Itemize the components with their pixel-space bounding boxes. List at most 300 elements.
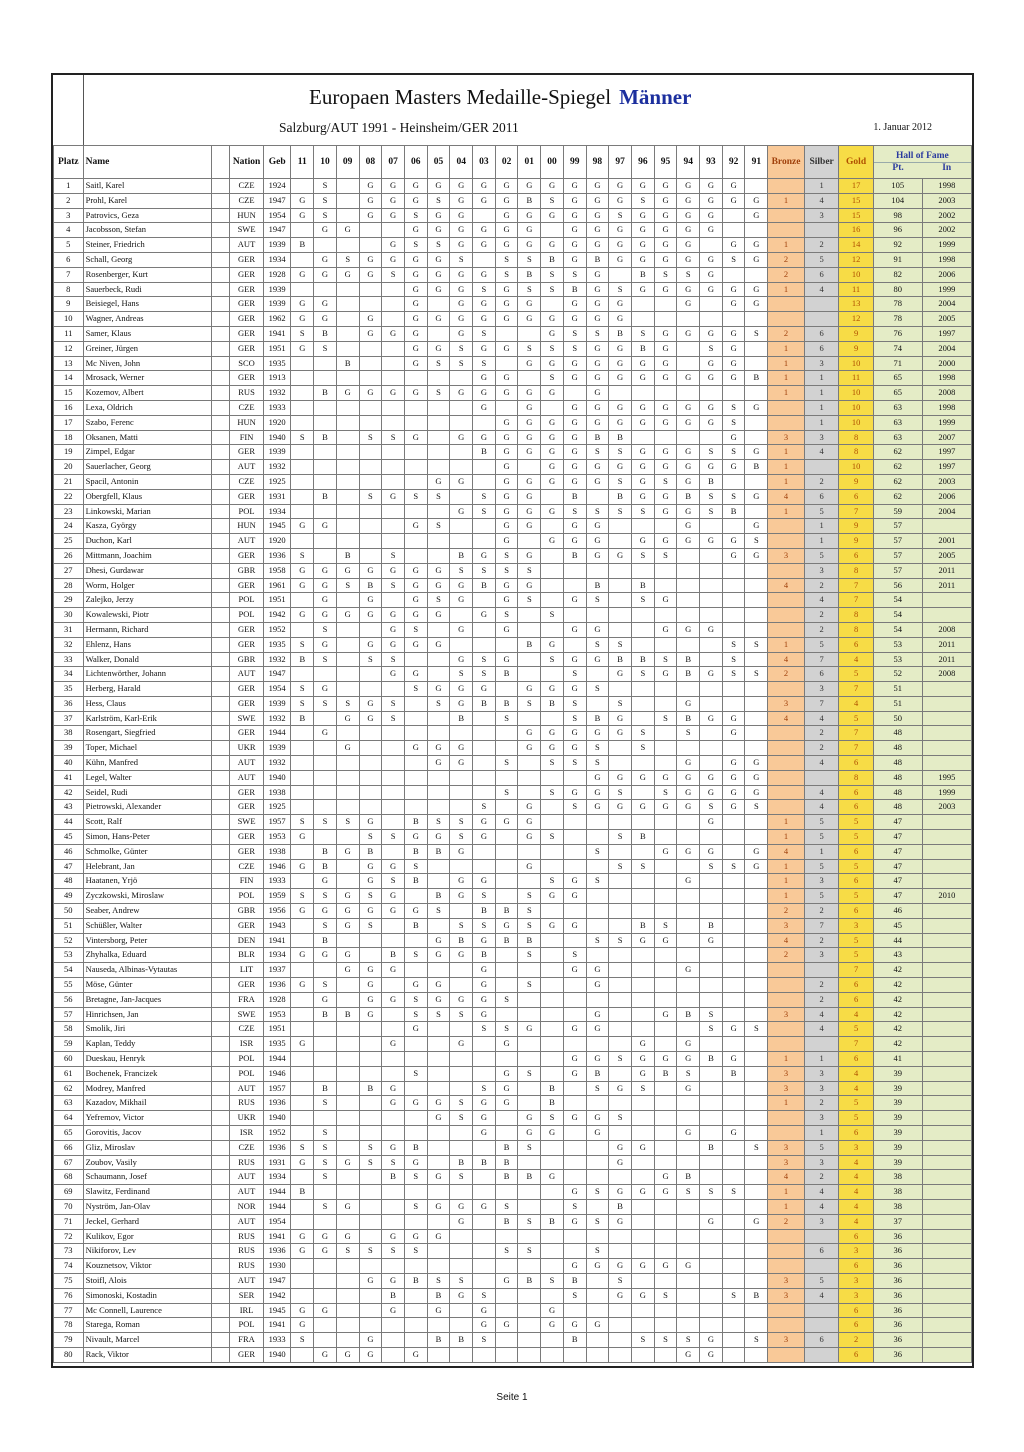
cell-geb: 1933 [263,874,291,889]
cell-medal [609,874,632,889]
cell-gold: 6 [839,844,873,859]
cell-medal [654,1199,677,1214]
cell-medal [745,948,768,963]
cell-medal: S [541,874,564,889]
cell-medal: G [359,874,382,889]
cell-medal [427,1318,450,1333]
cell-medal: S [495,1022,518,1037]
cell-medal: G [586,785,609,800]
cell-medal [450,534,473,549]
cell-medal [745,978,768,993]
cell-hof-points: 53 [873,637,922,652]
cell-medal [654,1303,677,1318]
cell-medal [359,548,382,563]
cell-medal [427,1022,450,1037]
cell-medal: G [427,578,450,593]
cell-medal: G [631,770,654,785]
cell-gold: 7 [839,726,873,741]
cell-hof-year [922,1022,971,1037]
cell-geb: 1939 [263,696,291,711]
cell-medal: S [745,800,768,815]
cell-name: Kühn, Manfred [83,756,211,771]
cell-silber: 4 [804,282,839,297]
cell-bronze: 1 [768,504,805,519]
cell-bronze: 3 [768,1333,805,1348]
cell-hof-year: 2008 [922,667,971,682]
cell-medal [473,756,496,771]
cell-spacer [212,1244,230,1259]
cell-medal: G [427,682,450,697]
cell-medal [563,978,586,993]
cell-medal: G [654,622,677,637]
cell-medal [700,608,723,623]
cell-medal: G [427,1170,450,1185]
cell-hof-year: 1999 [922,238,971,253]
cell-medal: G [654,1052,677,1067]
col-header-year: 03 [473,146,496,179]
cell-platz: 34 [54,667,84,682]
cell-medal: G [677,874,700,889]
cell-medal [427,711,450,726]
title-accent: Männer [619,85,692,109]
cell-medal: G [541,1170,564,1185]
cell-medal [700,1288,723,1303]
cell-medal [631,312,654,327]
cell-medal: S [563,667,586,682]
cell-hof-year [922,519,971,534]
cell-medal [541,1022,564,1037]
cell-medal [404,1303,427,1318]
cell-medal [291,474,314,489]
cell-gold: 6 [839,1229,873,1244]
cell-medal: G [427,1199,450,1214]
cell-medal: S [291,682,314,697]
cell-medal: G [586,1126,609,1141]
cell-medal [359,1199,382,1214]
cell-medal: G [495,208,518,223]
cell-name: Walker, Donald [83,652,211,667]
cell-medal [586,1229,609,1244]
cell-medal [586,696,609,711]
cell-silber: 3 [804,563,839,578]
cell-medal [563,1155,586,1170]
cell-medal [336,430,359,445]
cell-medal: G [518,445,541,460]
table-row [54,1347,972,1362]
cell-medal: G [609,667,632,682]
cell-hof-year: 2003 [922,800,971,815]
cell-bronze [768,992,805,1007]
cell-medal: S [404,948,427,963]
cell-medal [700,948,723,963]
cell-medal: G [518,223,541,238]
cell-name: Schaumann, Josef [83,1170,211,1185]
cell-medal: S [586,1244,609,1259]
table-row [54,1288,972,1303]
cell-medal [609,534,632,549]
cell-medal [654,756,677,771]
cell-medal [609,978,632,993]
cell-medal [314,371,337,386]
cell-silber: 3 [804,682,839,697]
cell-medal: G [722,756,745,771]
cell-silber: 2 [804,608,839,623]
cell-medal: S [314,193,337,208]
cell-name: Möse, Günter [83,978,211,993]
cell-medal [450,785,473,800]
cell-medal: G [677,770,700,785]
cell-name: Mc Connell, Laurence [83,1303,211,1318]
cell-medal [427,785,450,800]
cell-bronze [768,1022,805,1037]
cell-medal [359,800,382,815]
cell-nation: CZE [230,1140,264,1155]
cell-medal: G [427,933,450,948]
cell-medal: G [314,682,337,697]
table-row [54,682,972,697]
cell-medal: G [700,622,723,637]
cell-geb: 1924 [263,179,291,194]
cell-medal [700,637,723,652]
cell-medal [336,1111,359,1126]
cell-medal [722,1273,745,1288]
table-row [54,1303,972,1318]
cell-medal: B [745,1288,768,1303]
cell-silber: 3 [804,208,839,223]
cell-medal: B [473,445,496,460]
cell-medal: G [609,193,632,208]
cell-gold: 6 [839,756,873,771]
cell-medal: S [336,578,359,593]
cell-medal [609,948,632,963]
cell-medal [563,608,586,623]
cell-nation: CZE [230,400,264,415]
cell-hof-year [922,682,971,697]
cell-medal [336,1081,359,1096]
cell-gold: 4 [839,1199,873,1214]
cell-medal: G [700,193,723,208]
table-row [54,726,972,741]
cell-bronze [768,1318,805,1333]
cell-medal: G [382,193,405,208]
cell-medal: B [382,1170,405,1185]
cell-medal [291,593,314,608]
table-row [54,1140,972,1155]
cell-medal: G [722,430,745,445]
cell-medal: G [518,800,541,815]
cell-medal [382,918,405,933]
cell-hof-points: 42 [873,978,922,993]
cell-hof-points: 44 [873,933,922,948]
cell-geb: 1939 [263,238,291,253]
cell-medal [654,1140,677,1155]
page-footer: Seite 1 [496,1392,528,1403]
cell-silber: 5 [804,1140,839,1155]
cell-medal: S [609,1273,632,1288]
cell-medal: G [450,193,473,208]
cell-geb: 1935 [263,1037,291,1052]
cell-medal [609,1126,632,1141]
cell-medal: G [404,1155,427,1170]
cell-medal: S [382,267,405,282]
cell-medal: G [586,726,609,741]
cell-medal [745,1273,768,1288]
cell-medal [495,1007,518,1022]
cell-medal: B [450,548,473,563]
cell-medal [541,489,564,504]
cell-geb: 1946 [263,859,291,874]
cell-bronze: 1 [768,341,805,356]
cell-medal [291,1199,314,1214]
cell-medal: G [450,312,473,327]
cell-medal [745,726,768,741]
cell-medal [450,460,473,475]
cell-medal: G [563,682,586,697]
cell-medal: G [314,519,337,534]
cell-medal [631,1111,654,1126]
cell-nation: GER [230,1347,264,1362]
cell-silber: 6 [804,1333,839,1348]
cell-medal: S [404,682,427,697]
cell-medal: G [586,1111,609,1126]
cell-silber: 3 [804,874,839,889]
cell-geb: 1944 [263,1199,291,1214]
cell-nation: GER [230,341,264,356]
cell-medal [541,1037,564,1052]
cell-silber: 2 [804,238,839,253]
cell-nation: CZE [230,193,264,208]
cell-medal [518,1185,541,1200]
cell-name: Schall, Georg [83,252,211,267]
cell-platz: 77 [54,1303,84,1318]
cell-name: Beisiegel, Hans [83,297,211,312]
cell-silber: 3 [804,1214,839,1229]
cell-hof-year: 2011 [922,652,971,667]
cell-medal [700,1259,723,1274]
cell-bronze [768,1259,805,1274]
cell-silber: 7 [804,918,839,933]
cell-medal [745,430,768,445]
cell-geb: 1951 [263,341,291,356]
cell-medal [291,741,314,756]
cell-medal: G [654,770,677,785]
cell-medal: B [495,696,518,711]
cell-medal: G [314,874,337,889]
cell-medal: S [677,726,700,741]
col-header-year: 99 [563,146,586,179]
cell-medal: G [495,193,518,208]
cell-name: Haatanen, Yrjö [83,874,211,889]
cell-medal [382,1052,405,1067]
cell-medal [427,371,450,386]
cell-medal: G [700,179,723,194]
cell-hof-year: 1999 [922,415,971,430]
title-main: Europaen Masters Medaille-Spiegel [309,85,612,109]
col-header-year: 09 [336,146,359,179]
cell-medal [654,1273,677,1288]
cell-medal [677,356,700,371]
cell-hof-points: 42 [873,1007,922,1022]
cell-medal: G [495,430,518,445]
cell-bronze: 1 [768,282,805,297]
cell-bronze: 3 [768,548,805,563]
cell-medal: S [495,711,518,726]
col-header-year: 92 [722,146,745,179]
cell-medal: G [541,682,564,697]
cell-gold: 3 [839,918,873,933]
cell-medal [314,770,337,785]
cell-medal: G [631,1259,654,1274]
cell-name: Bretagne, Jan-Jacques [83,992,211,1007]
cell-medal [745,1037,768,1052]
cell-medal: G [677,193,700,208]
cell-nation: AUT [230,460,264,475]
cell-medal [404,371,427,386]
cell-bronze [768,1037,805,1052]
cell-medal: G [586,208,609,223]
cell-medal [745,741,768,756]
cell-nation: AUT [230,534,264,549]
cell-gold: 14 [839,238,873,253]
cell-spacer [212,193,230,208]
cell-medal: S [586,933,609,948]
cell-medal: S [359,889,382,904]
table-row [54,652,972,667]
cell-medal [722,963,745,978]
cell-hof-points: 76 [873,326,922,341]
cell-medal: G [518,519,541,534]
cell-medal: G [495,238,518,253]
cell-hof-year: 2007 [922,430,971,445]
col-header-year: 00 [541,146,564,179]
cell-medal: S [563,800,586,815]
cell-medal: G [518,356,541,371]
cell-medal: G [495,815,518,830]
cell-medal: G [541,1303,564,1318]
cell-medal: G [473,1007,496,1022]
cell-spacer [212,963,230,978]
cell-medal: G [541,918,564,933]
cell-medal [336,1037,359,1052]
table-row [54,1081,972,1096]
cell-medal [609,386,632,401]
cell-medal: G [427,267,450,282]
cell-name: Kazadov, Mikhail [83,1096,211,1111]
cell-medal [291,445,314,460]
cell-medal: G [722,193,745,208]
cell-medal: S [541,341,564,356]
cell-hof-points: 92 [873,238,922,253]
cell-medal [745,874,768,889]
cell-medal: G [359,859,382,874]
cell-spacer [212,356,230,371]
cell-spacer [212,682,230,697]
cell-medal: S [382,711,405,726]
cell-medal [722,1199,745,1214]
col-header-year: 07 [382,146,405,179]
cell-hof-year [922,1096,971,1111]
cell-medal [722,267,745,282]
cell-hof-year [922,859,971,874]
cell-medal [654,563,677,578]
cell-medal [722,474,745,489]
cell-medal [631,1199,654,1214]
cell-hof-year [922,711,971,726]
cell-medal [473,622,496,637]
table-row [54,1126,972,1141]
cell-medal: G [631,179,654,194]
cell-medal: G [722,356,745,371]
cell-medal [336,371,359,386]
cell-medal: G [654,371,677,386]
cell-medal [359,1214,382,1229]
cell-nation: GER [230,622,264,637]
cell-spacer [212,1140,230,1155]
col-header-name: Name [83,146,211,179]
cell-medal [609,1170,632,1185]
cell-bronze: 2 [768,252,805,267]
cell-geb: 1936 [263,1096,291,1111]
cell-medal [291,785,314,800]
cell-platz: 7 [54,267,84,282]
cell-medal: G [563,460,586,475]
table-row [54,1185,972,1200]
cell-medal [586,948,609,963]
cell-nation: RUS [230,1096,264,1111]
cell-medal [291,1022,314,1037]
cell-geb: 1962 [263,312,291,327]
cell-nation: AUT [230,1185,264,1200]
cell-medal [404,504,427,519]
cell-medal: S [586,1081,609,1096]
table-row [54,933,972,948]
cell-medal [473,1214,496,1229]
cell-medal: G [700,223,723,238]
cell-medal [541,978,564,993]
cell-medal [359,1022,382,1037]
cell-medal: G [495,179,518,194]
cell-medal [359,933,382,948]
cell-medal [631,711,654,726]
cell-name: Jeckel, Gerhard [83,1214,211,1229]
cell-medal: G [473,608,496,623]
cell-medal: G [473,1318,496,1333]
cell-medal [473,637,496,652]
cell-medal [382,844,405,859]
col-header-gold: Gold [839,146,873,179]
cell-medal [541,1052,564,1067]
table-row [54,785,972,800]
cell-medal: G [495,578,518,593]
cell-medal [427,1052,450,1067]
cell-medal: G [609,179,632,194]
cell-gold: 10 [839,415,873,430]
cell-medal: G [586,1022,609,1037]
cell-medal [700,430,723,445]
cell-medal: G [495,474,518,489]
cell-medal [722,682,745,697]
cell-medal: G [541,445,564,460]
cell-medal [722,312,745,327]
cell-platz: 24 [54,519,84,534]
cell-medal: S [450,1111,473,1126]
cell-nation: CZE [230,859,264,874]
cell-medal: G [586,1259,609,1274]
cell-medal: S [563,504,586,519]
cell-medal: G [586,800,609,815]
table-header-row [54,146,972,179]
cell-medal [745,918,768,933]
